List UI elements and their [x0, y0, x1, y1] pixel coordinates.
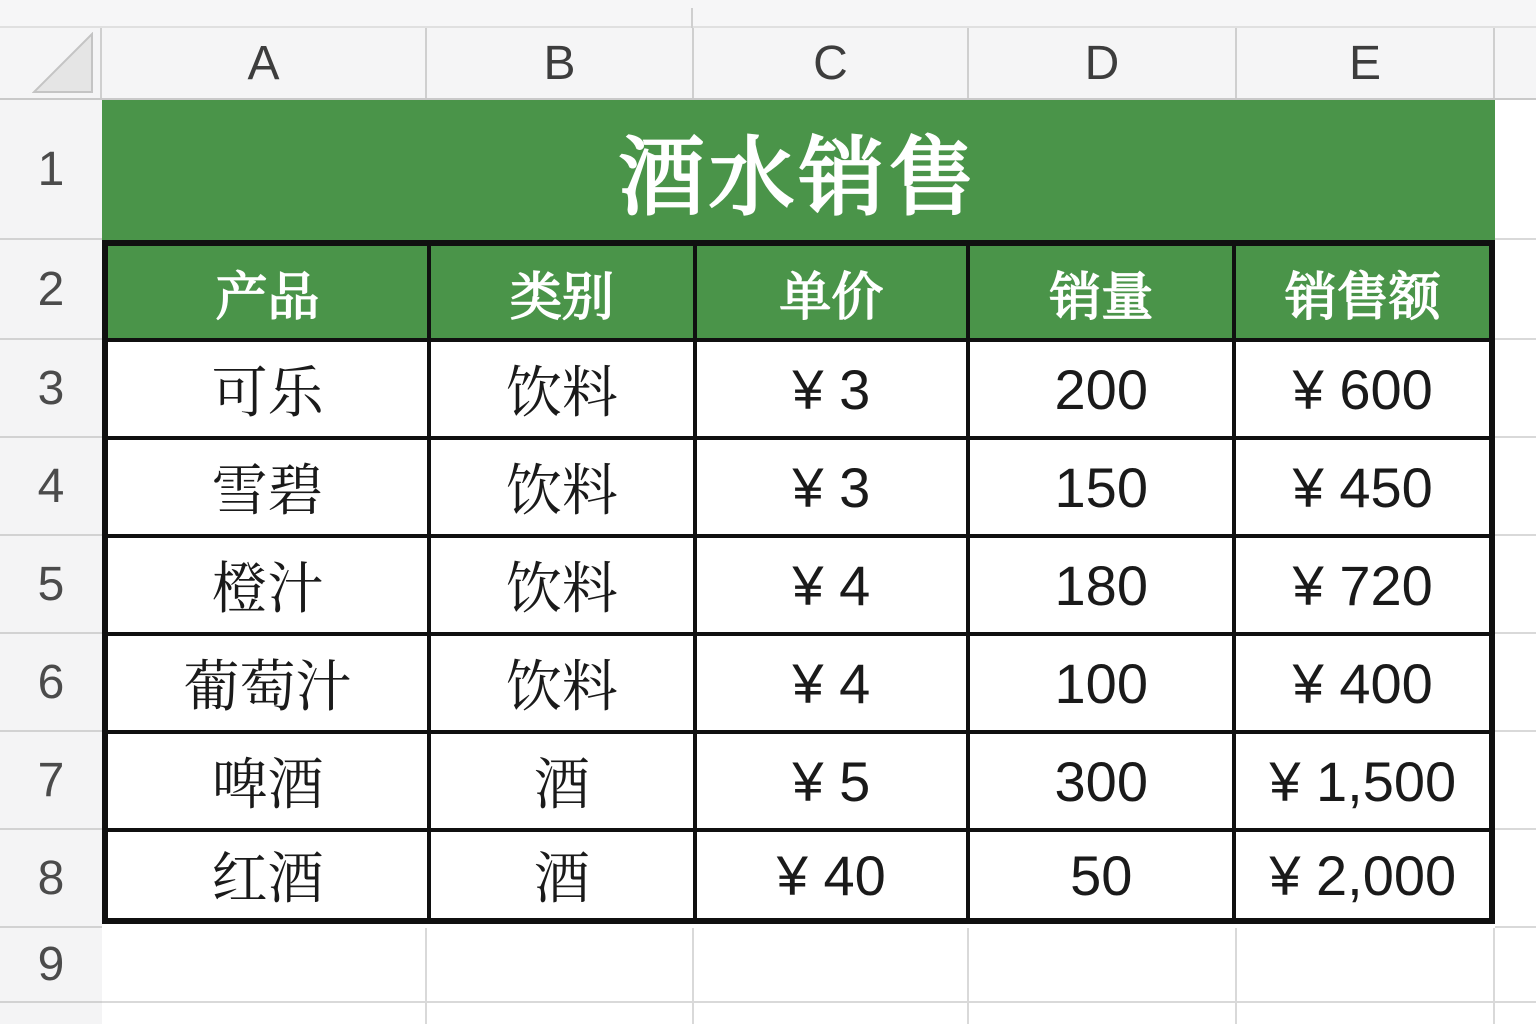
row-header-gutter [0, 100, 102, 1024]
row-header-6[interactable]: 6 [0, 634, 102, 732]
cell-B6[interactable]: 饮料 [429, 634, 694, 732]
row-header-5[interactable]: 5 [0, 536, 102, 634]
cell-D9[interactable] [969, 928, 1237, 1001]
cell-B10-partial[interactable] [427, 1003, 694, 1024]
cell-C5[interactable]: ¥ 4 [695, 536, 968, 634]
column-header-a[interactable]: A [102, 28, 427, 98]
top-gridline-tick [691, 8, 693, 28]
cell-D6[interactable]: 100 [968, 634, 1234, 732]
cell-A3[interactable]: 可乐 [106, 340, 429, 438]
cell-E3[interactable]: ¥ 600 [1234, 340, 1491, 438]
column-f-sliver [1495, 100, 1536, 1024]
row-header-10-partial[interactable] [0, 1003, 102, 1024]
cell-C2[interactable]: 单价 [695, 244, 968, 340]
merged-title-cell[interactable]: 酒水销售 [102, 100, 1495, 240]
cell-E10-partial[interactable] [1237, 1003, 1495, 1024]
cell-C3[interactable]: ¥ 3 [695, 340, 968, 438]
cell-E2[interactable]: 销售额 [1234, 244, 1491, 340]
cell-A9[interactable] [102, 928, 427, 1001]
table-row [106, 830, 1491, 920]
cell-C8[interactable]: ¥ 40 [695, 830, 968, 920]
cell-A2[interactable]: 产品 [106, 244, 429, 340]
cell-A7[interactable]: 啤酒 [106, 732, 429, 830]
cell-A10-partial[interactable] [102, 1003, 427, 1024]
cell-A5[interactable]: 橙汁 [106, 536, 429, 634]
table-row [106, 438, 1491, 536]
cell-F7[interactable] [1495, 732, 1536, 830]
table-row [106, 732, 1491, 830]
cell-E9[interactable] [1237, 928, 1495, 1001]
cell-B8[interactable]: 酒 [429, 830, 694, 920]
column-header-e[interactable]: E [1237, 28, 1495, 98]
cell-E6[interactable]: ¥ 400 [1234, 634, 1491, 732]
cell-A6[interactable]: 葡萄汁 [106, 634, 429, 732]
table-row [106, 340, 1491, 438]
cell-C9[interactable] [694, 928, 969, 1001]
cell-D7[interactable]: 300 [968, 732, 1234, 830]
row-header-2[interactable]: 2 [0, 240, 102, 340]
cell-C7[interactable]: ¥ 5 [695, 732, 968, 830]
empty-rows-area [102, 928, 1495, 1024]
cell-D4[interactable]: 150 [968, 438, 1234, 536]
column-header-b[interactable]: B [427, 28, 694, 98]
cell-F3[interactable] [1495, 340, 1536, 438]
column-header-row [0, 28, 1536, 100]
row-header-4[interactable]: 4 [0, 438, 102, 536]
cell-F5[interactable] [1495, 536, 1536, 634]
select-all-button[interactable] [0, 28, 102, 98]
select-all-triangle-icon [32, 32, 94, 94]
row-header-1[interactable]: 1 [0, 100, 102, 240]
cell-C4[interactable]: ¥ 3 [695, 438, 968, 536]
top-strip [0, 0, 1536, 28]
cell-B2[interactable]: 类别 [429, 244, 694, 340]
row-header-8[interactable]: 8 [0, 830, 102, 928]
cell-C6[interactable]: ¥ 4 [695, 634, 968, 732]
cell-F10-partial[interactable] [1495, 1003, 1536, 1024]
cell-F9[interactable] [1495, 928, 1536, 1003]
cell-D2[interactable]: 销量 [968, 244, 1234, 340]
cell-F4[interactable] [1495, 438, 1536, 536]
cell-C10-partial[interactable] [694, 1003, 969, 1024]
cell-E4[interactable]: ¥ 450 [1234, 438, 1491, 536]
cell-D10-partial[interactable] [969, 1003, 1237, 1024]
cell-B5[interactable]: 饮料 [429, 536, 694, 634]
row-header-9[interactable]: 9 [0, 928, 102, 1003]
row-header-7[interactable]: 7 [0, 732, 102, 830]
table-row [106, 536, 1491, 634]
cell-B9[interactable] [427, 928, 694, 1001]
cell-F2[interactable] [1495, 240, 1536, 340]
cell-B4[interactable]: 饮料 [429, 438, 694, 536]
cell-F6[interactable] [1495, 634, 1536, 732]
cell-A4[interactable]: 雪碧 [106, 438, 429, 536]
cell-A8[interactable]: 红酒 [106, 830, 429, 920]
cell-D3[interactable]: 200 [968, 340, 1234, 438]
row-header-3[interactable]: 3 [0, 340, 102, 438]
cell-F1[interactable] [1495, 100, 1536, 240]
cell-E7[interactable]: ¥ 1,500 [1234, 732, 1491, 830]
cell-B3[interactable]: 饮料 [429, 340, 694, 438]
cell-B7[interactable]: 酒 [429, 732, 694, 830]
table-row [106, 634, 1491, 732]
cell-E5[interactable]: ¥ 720 [1234, 536, 1491, 634]
sales-table [102, 240, 1495, 924]
cell-F8[interactable] [1495, 830, 1536, 928]
cell-D5[interactable]: 180 [968, 536, 1234, 634]
column-header-d[interactable]: D [969, 28, 1237, 98]
table-header-row [106, 244, 1491, 340]
cell-D8[interactable]: 50 [968, 830, 1234, 920]
cell-E8[interactable]: ¥ 2,000 [1234, 830, 1491, 920]
column-header-f-partial[interactable] [1495, 28, 1536, 98]
column-header-c[interactable]: C [694, 28, 969, 98]
